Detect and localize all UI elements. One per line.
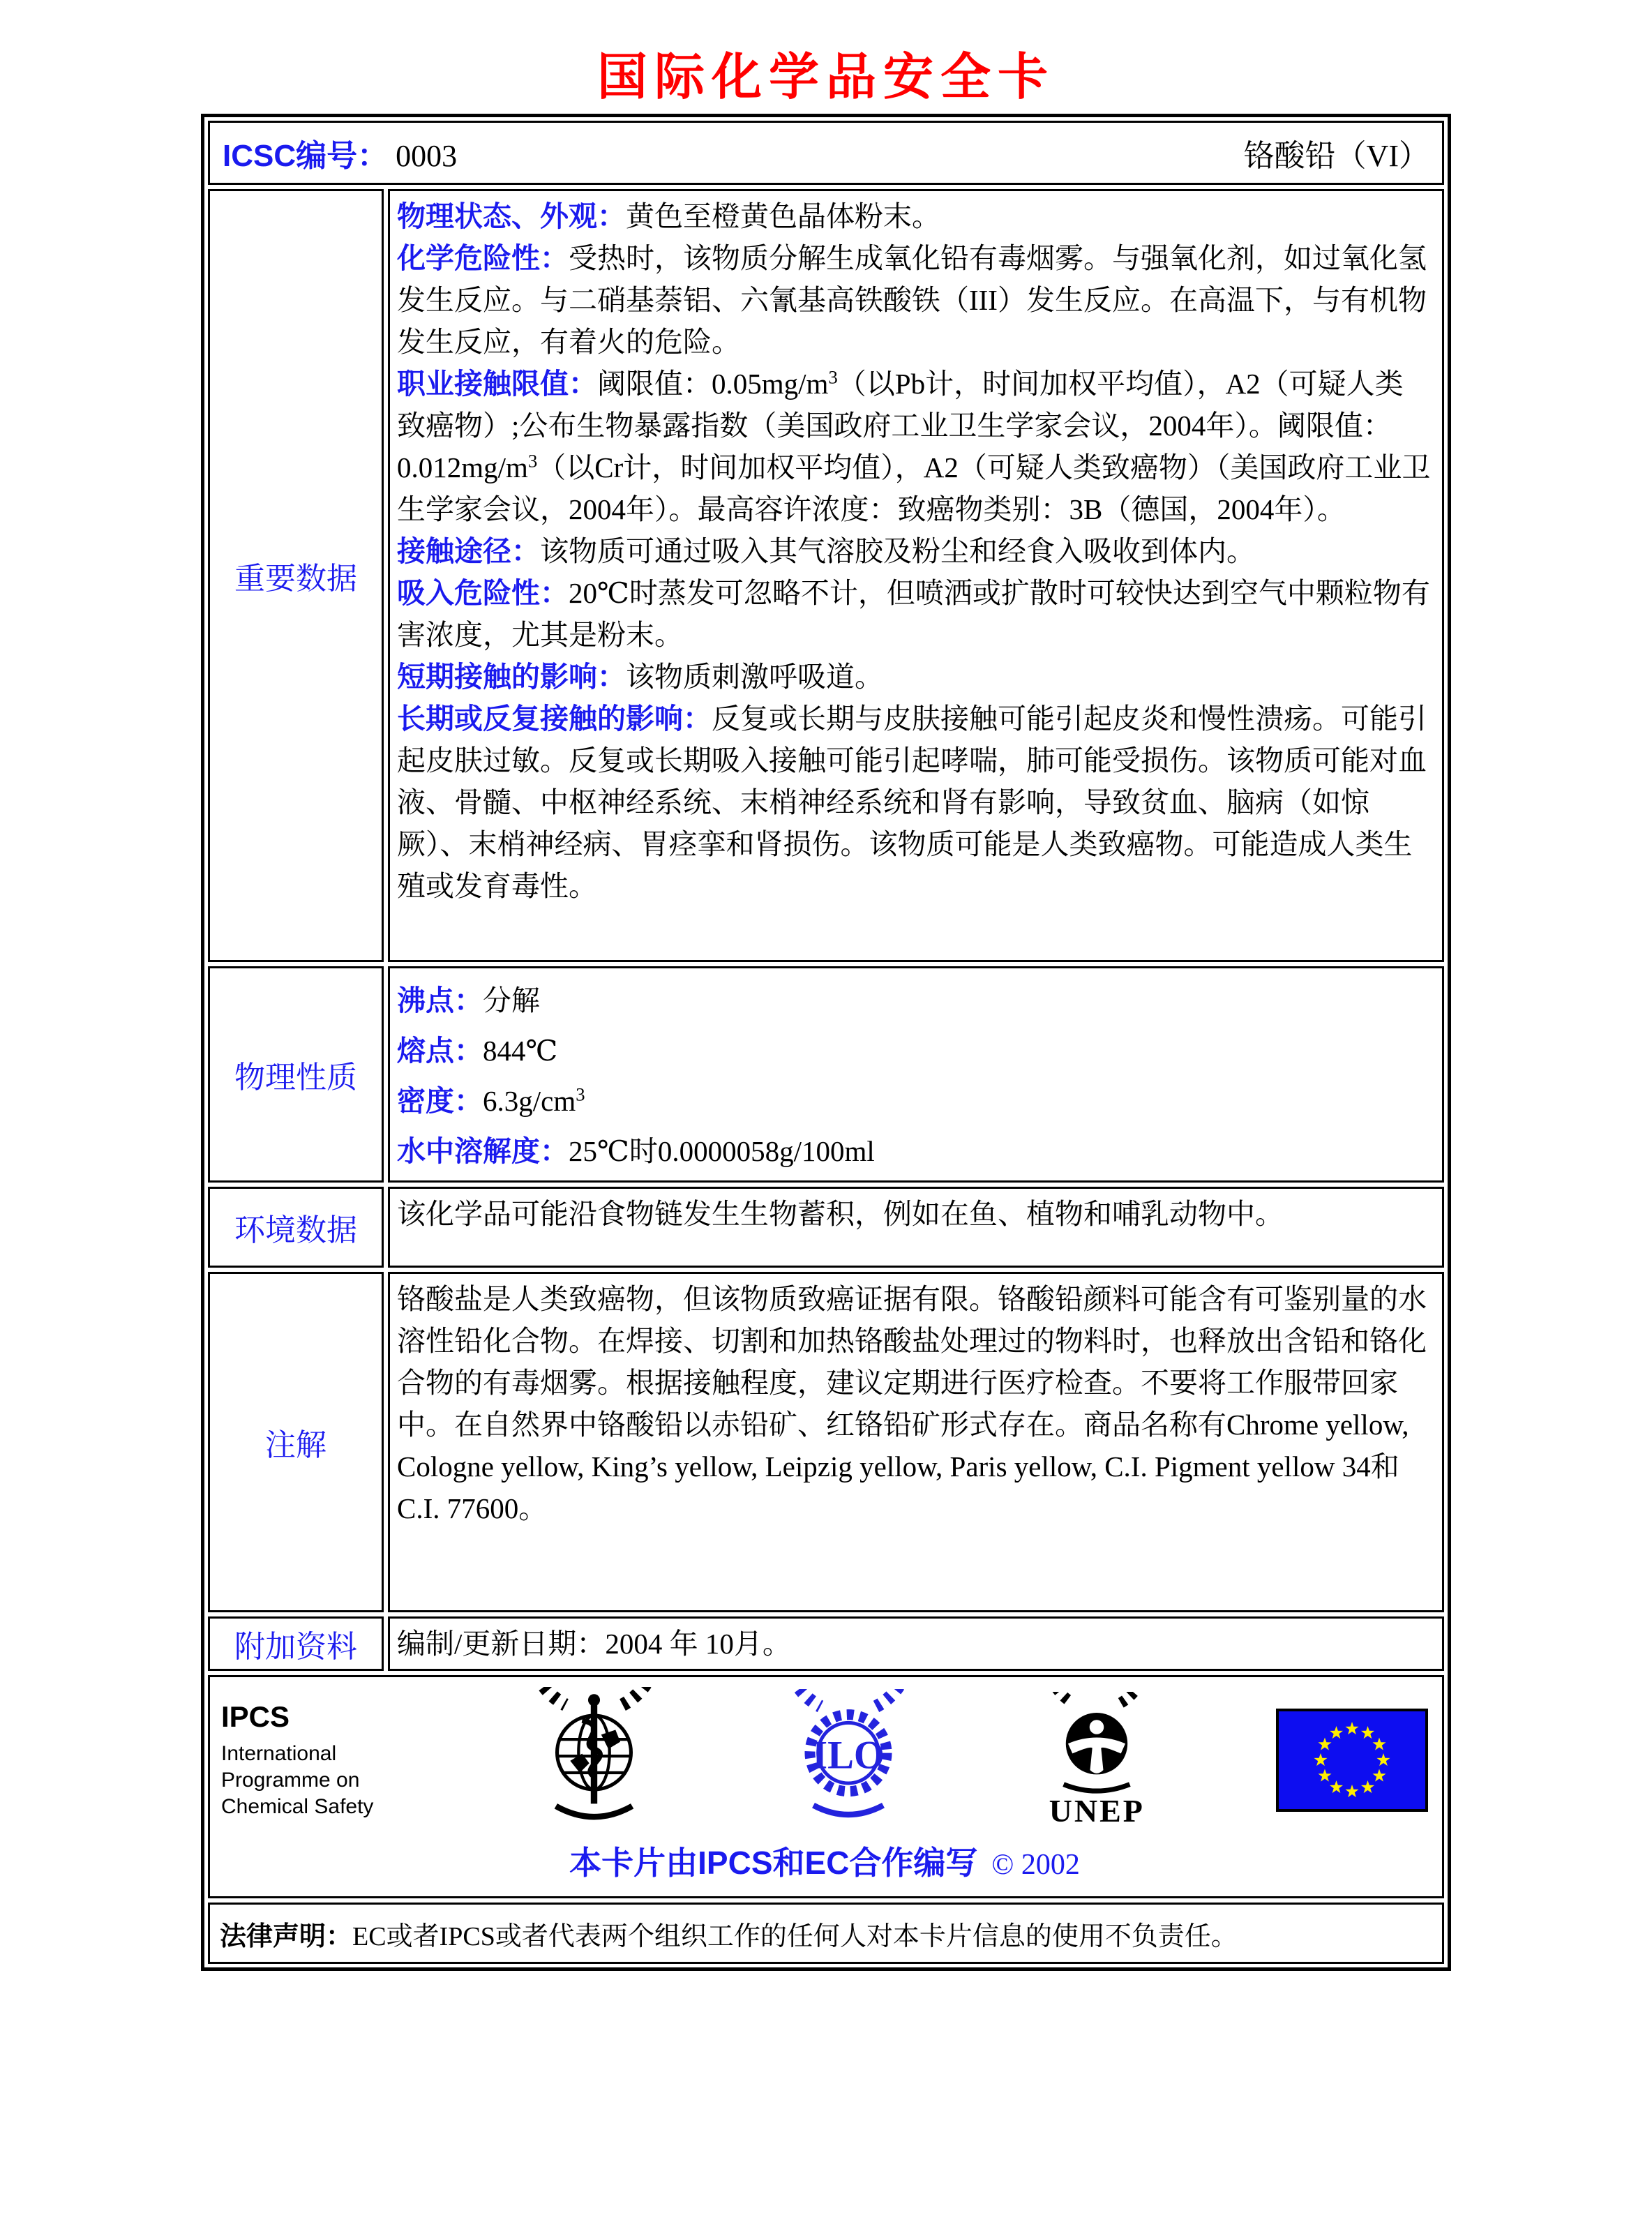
header-cell bbox=[208, 121, 1444, 185]
unep-label: UNEP bbox=[1049, 1792, 1145, 1829]
entry-text: 20℃时蒸发可忽略不计，但喷洒或扩散时可较快达到空气中颗粒物有害浓度，尤其是粉末。 bbox=[397, 577, 1430, 651]
ipcs-line-2: Programme on bbox=[221, 1769, 360, 1792]
section-label-physical: 物理性质 bbox=[208, 966, 384, 1183]
important-data-content bbox=[388, 189, 1444, 962]
entry-text: 反复或长期与皮肤接触可能引起皮炎和慢性溃疡。可能引起皮肤过敏。反复或长期吸入接触可能引起哮喘，肺可能受损伤。该物质可能对血液、骨髓、中枢神经系统、末梢神经系统和肾有影响，导致贫血、脑病（如惊厥）、末梢神经病、胃痉挛和肾损伤。该物质可能是人类致癌物。可能造成人类生殖或发育毒性。 bbox=[397, 703, 1427, 902]
environmental-data-text: 该化学品可能沿食物链发生生物蓄积，例如在鱼、植物和哺乳动物中。 bbox=[397, 1198, 1284, 1230]
environmental-data-content bbox=[388, 1187, 1444, 1268]
data-entry bbox=[397, 1076, 1431, 1126]
additional-info-text: 编制/更新日期：2004 年 10月。 bbox=[397, 1628, 791, 1660]
icsc-number-value: 0003 bbox=[396, 139, 458, 173]
legal-cell bbox=[208, 1903, 1444, 1964]
svg-text:ILO: ILO bbox=[811, 1733, 885, 1777]
data-entry bbox=[397, 975, 1431, 1026]
eu-flag-icon bbox=[1276, 1709, 1428, 1812]
entry-heading: 密度： bbox=[397, 1085, 483, 1117]
important-data-row bbox=[208, 189, 1444, 962]
ilo-logo-icon bbox=[779, 1689, 918, 1832]
notes-text: 铬酸盐是人类致癌物，但该物质致癌证据有限。铬酸铅颜料可能含有可鉴别量的水溶性铅化合物。在焊接、切割和加热铬酸盐处理过的物料时，也释放出含铅和铬化合物的有毒烟雾。根据接触程度，建议定期进行医疗检查。不要将工作服带回家中。在自然界中铬酸铅以赤铅矿、红铬铅矿形式存在。商品名称有Chrome yellow, Cologne yellow, King’s yellow, Leipzig yellow, Paris yellow, C.I. Pigment yellow 34和C.I. 77600。 bbox=[397, 1283, 1427, 1524]
data-entry bbox=[397, 1026, 1431, 1076]
section-label-notes: 注解 bbox=[208, 1272, 384, 1612]
entry-heading: 吸入危险性： bbox=[397, 577, 569, 609]
legal-label: 法律声明： bbox=[220, 1921, 353, 1951]
icsc-number-group bbox=[223, 130, 457, 175]
chemical-name: 铬酸铅（VI） bbox=[1243, 139, 1429, 173]
data-entry bbox=[397, 237, 1431, 363]
entry-heading: 物理状态、外观： bbox=[397, 200, 626, 232]
copyright-text: © 2002 bbox=[991, 1849, 1080, 1881]
ipcs-acronym: IPCS bbox=[221, 1700, 290, 1733]
entry-heading: 接触途径： bbox=[397, 535, 540, 567]
logos-cell bbox=[208, 1675, 1444, 1898]
icsc-card bbox=[201, 114, 1451, 1971]
physical-properties-row bbox=[208, 966, 1444, 1183]
unep-logo-icon bbox=[1030, 1692, 1163, 1829]
entry-heading: 短期接触的影响： bbox=[397, 661, 626, 693]
entry-text: 阈限值：$0.05mg/m^3$（以Pb计，时间加权平均值），A2（可疑人类致癌物）;公布生物暴露指数（美国政府工业卫生学家会议，2004年）。阈限值：$0.012mg/m^3$（以Cr计，时间加权平均值），A2（可疑人类致癌物）（美国政府工业卫生学家会议，2004年）。最高容许浓度：致癌物类别：3B（德国，2004年）。 bbox=[397, 366, 1431, 525]
entry-heading: 长期或反复接触的影响： bbox=[397, 703, 712, 735]
environmental-data-row bbox=[208, 1187, 1444, 1268]
entry-heading: 职业接触限值： bbox=[397, 368, 597, 400]
entry-heading: 水中溶解度： bbox=[397, 1135, 569, 1167]
entry-text: 黄色至橙黄色晶体粉末。 bbox=[626, 200, 940, 232]
additional-info-row bbox=[208, 1616, 1444, 1671]
ipcs-block bbox=[221, 1700, 410, 1820]
data-entry bbox=[397, 195, 1431, 237]
page-title: 国际化学品安全卡 bbox=[596, 50, 1055, 105]
notes-content bbox=[388, 1272, 1444, 1612]
logo-strip bbox=[221, 1687, 1428, 1833]
data-entry bbox=[397, 572, 1431, 656]
legal-row bbox=[208, 1903, 1444, 1964]
entry-text: 该物质可通过吸入其气溶胶及粉尘和经食入吸收到体内。 bbox=[540, 535, 1255, 567]
entry-text: 844℃ bbox=[483, 1035, 558, 1067]
data-entry bbox=[397, 363, 1431, 530]
data-entry bbox=[397, 656, 1431, 698]
header-row bbox=[208, 121, 1444, 185]
data-entry bbox=[397, 698, 1431, 907]
entry-text: 受热时，该物质分解生成氧化铅有毒烟雾。与强氧化剂，如过氧化氢发生反应。与二硝基萘铝、六氰基高铁酸铁（III）发生反应。在高温下，与有机物发生反应，有着火的危险。 bbox=[397, 242, 1427, 358]
data-entry bbox=[397, 1126, 1431, 1176]
additional-info-content bbox=[388, 1616, 1444, 1671]
physical-properties-content bbox=[388, 966, 1444, 1183]
credit-text: 本卡片由IPCS和EC合作编写 bbox=[569, 1845, 978, 1881]
entry-text: 分解 bbox=[483, 984, 540, 1016]
logos-row bbox=[208, 1675, 1444, 1898]
section-label-additional: 附加资料 bbox=[208, 1616, 384, 1671]
entry-heading: 沸点： bbox=[397, 984, 483, 1016]
ipcs-line-3: Chemical Safety bbox=[221, 1795, 374, 1818]
data-entry bbox=[397, 530, 1431, 572]
legal-text: EC或者IPCS或者代表两个组织工作的任何人对本卡片信息的使用不负责任。 bbox=[352, 1921, 1238, 1951]
entry-text: 该物质刺激呼吸道。 bbox=[626, 661, 883, 693]
entry-text: $6.3g/cm^3$ bbox=[483, 1083, 585, 1117]
icsc-number-label: ICSC编号： bbox=[223, 139, 389, 173]
who-logo-icon bbox=[523, 1687, 666, 1833]
entry-text: 25℃时0.0000058g/100ml bbox=[569, 1135, 875, 1167]
credit-line bbox=[221, 1838, 1428, 1884]
section-label-environmental: 环境数据 bbox=[208, 1187, 384, 1268]
section-label-important: 重要数据 bbox=[208, 189, 384, 962]
entry-heading: 化学危险性： bbox=[397, 242, 569, 274]
notes-row bbox=[208, 1272, 1444, 1612]
ipcs-line-1: International bbox=[221, 1742, 337, 1765]
entry-heading: 熔点： bbox=[397, 1035, 483, 1067]
